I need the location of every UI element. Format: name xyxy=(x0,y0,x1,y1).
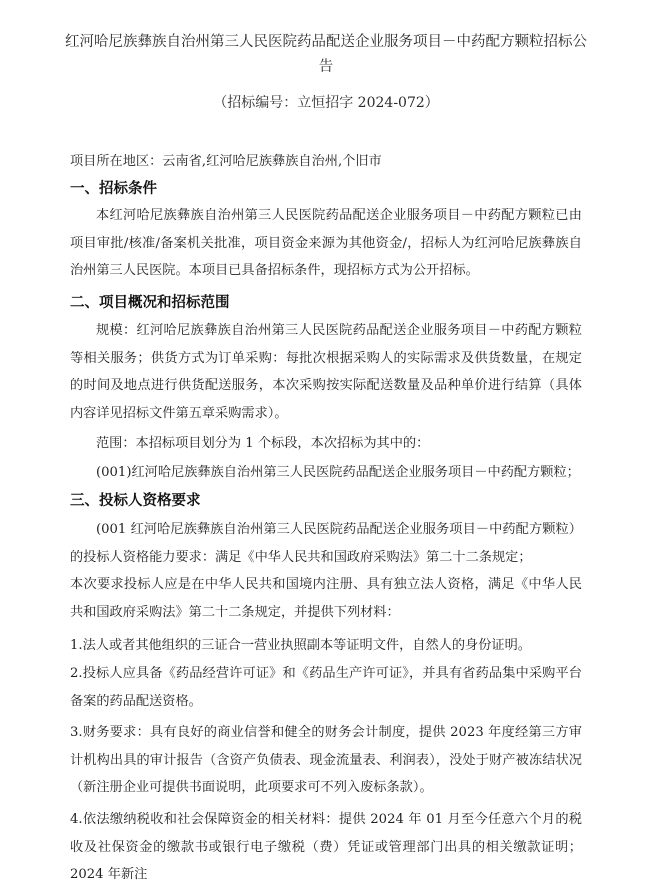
section-3-item-4: 4.依法缴纳税收和社会保障资金的相关材料：提供 2024 年 01 月至今任意六个月的税收及社保资金的缴款书或银行电子缴税（费）凭证或管理部门出具的相关缴款证明；2024 年新注 xyxy=(70,812,582,883)
location-line: 项目所在地区：云南省,红河哈尼族彝族自治州,个旧市 xyxy=(70,154,382,169)
section-3-intro-paragraph: (001 红河哈尼族彝族自治州第三人民医院药品配送企业服务项目－中药配方颗粒）的投标人资格能力要求：满足《中华人民共和国政府采购法》第二十二条规定； xyxy=(70,522,582,565)
section-3-requirement-paragraph: 本次要求投标人应是在中华人民共和国境内注册、具有独立法人资格，满足《中华人民共和国政府采购法》第二十二条规定，并提供下列材料： xyxy=(70,577,582,620)
section-2-scale-paragraph: 规模：红河哈尼族彝族自治州第三人民医院药品配送企业服务项目－中药配方颗粒等相关服务；供货方式为订单采购：每批次根据采购人的实际需求及供货数量，在规定的时间及地点进行供货配送服务，本次采购按实际配送数量及品种单价进行结算（具体内容详见招标文件第五章采购需求）。 xyxy=(70,323,582,422)
section-3-item-2: 2.投标人应具备《药品经营许可证》和《药品生产许可证》，并具有省药品集中采购平台备案的药品配送资格。 xyxy=(70,666,582,709)
section-heading-2: 二、项目概况和招标范围 xyxy=(70,295,230,311)
section-3-item-3: 3.财务要求：具有良好的商业信誉和健全的财务会计制度，提供 2023 年度经第三方审计机构出具的审计报告（含资产负债表、现金流量表、利润表），没处于财产被冻结状况（新注册企业可提供书面说明，此项要求可不列入废标条款）。 xyxy=(70,725,582,796)
document-title: 红河哈尼族彝族自治州第三人民医院药品配送企业服务项目－中药配方颗粒招标公告 xyxy=(65,34,587,75)
section-2-lot-paragraph: (001)红河哈尼族彝族自治州第三人民医院药品配送企业服务项目－中药配方颗粒； xyxy=(96,465,580,480)
section-3-item-1: 1.法人或者其他组织的三证合一营业执照副本等证明文件，自然人的身份证明。 xyxy=(70,638,531,653)
section-heading-3: 三、投标人资格要求 xyxy=(70,493,201,509)
section-2-range-paragraph: 范围：本招标项目划分为 1 个标段，本次招标为其中的： xyxy=(96,436,430,451)
section-heading-1: 一、招标条件 xyxy=(70,181,157,197)
section-1-paragraph: 本红河哈尼族彝族自治州第三人民医院药品配送企业服务项目－中药配方颗粒已由项目审批/核准/备案机关批准，项目资金来源为其他资金/，招标人为红河哈尼族彝族自治州第三人民医院。本项目已具备招标条件，现招标方式为公开招标。 xyxy=(70,208,582,279)
bid-code: （招标编号：立恒招字 2024-072） xyxy=(213,95,439,111)
